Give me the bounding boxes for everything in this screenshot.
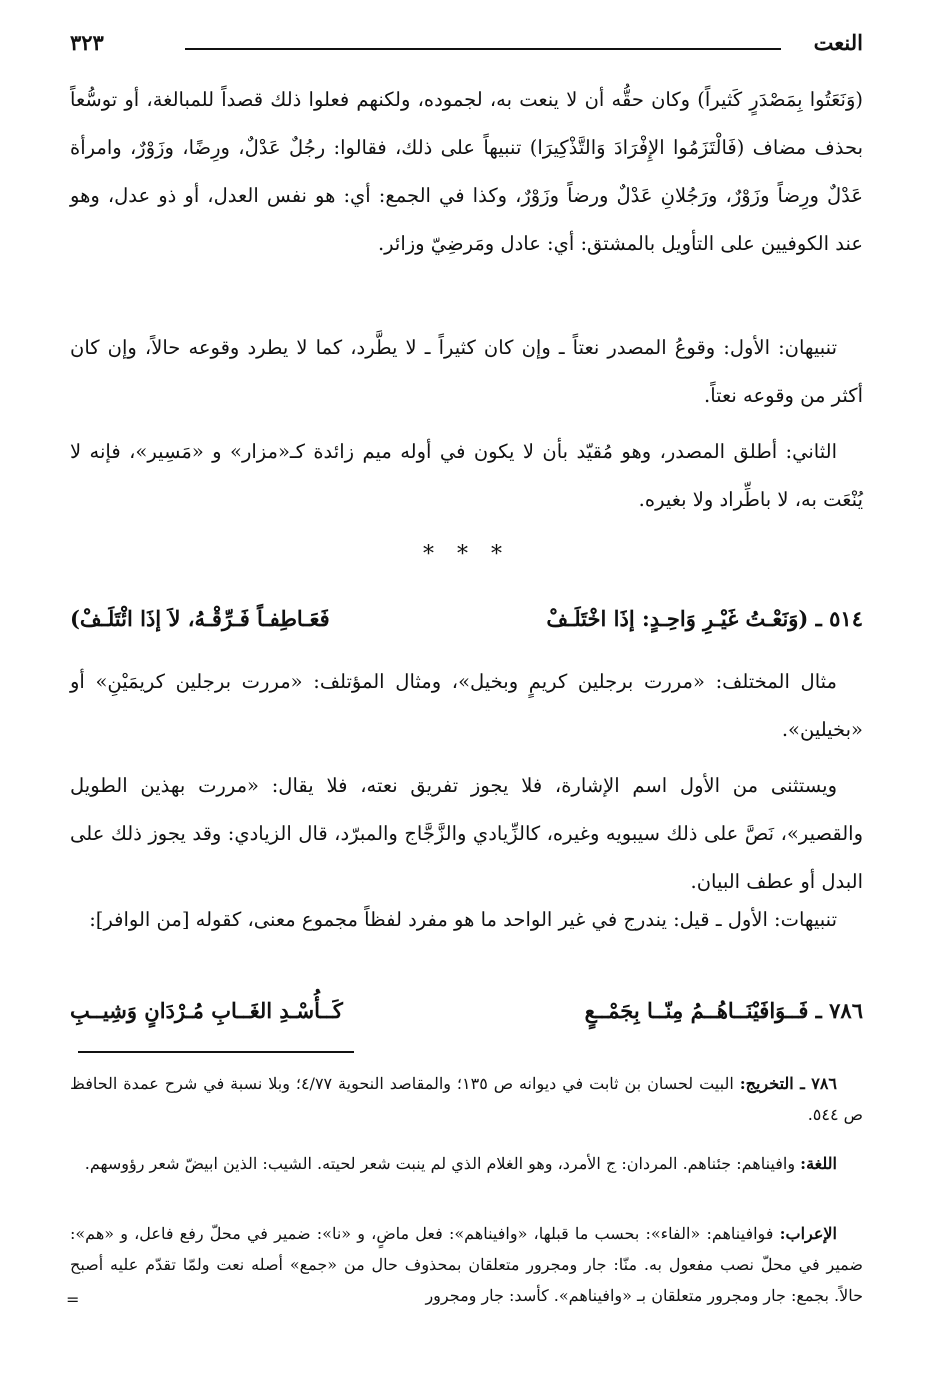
paragraph-text: تنبيهات: الأول ـ قيل: يندرج في غير الواحد ما هو مفرد لفظاً مجموع معنى، كقوله [من الوافر]: [89, 908, 837, 931]
paragraph-thani [70, 428, 863, 524]
verse-786 [70, 998, 863, 1042]
footnote-text: وافيناهم: جئناهم. المردان: ج الأمرد، وهو الغلام الذي لم ينبت شعر لحيته. الشيب: الذين ابيضّ شعر رؤوسهم. [84, 1154, 796, 1173]
verse-hemistich-second: كَــأُسْـدِ الغَــابِ مُـرْدَانٍ وَشِيــبِ [70, 998, 343, 1023]
chapter-title: النعت [813, 30, 863, 55]
verse-hemistich-first: ٧٨٦ ـ فَــوَافَيْنَــاهُــمُ مِنّــا بِجَمْــعٍ [584, 998, 863, 1023]
paragraph-text: (وَنَعَتُوا بِمَصْدَرٍ كَثيراً) وكان حقُّه أن لا ينعت به، لجموده، ولكنهم فعلوا ذلك قصداً للمبالغة، أو توسُّعاً بحذف مضاف (فَالْتَزَمُوا الإِفْرَادَ وَالتَّذْكِيرَا) تنبيهاً على ذلك، فقالوا: رجُلٌ عَدْلٌ، ورِضًا، وزَوْرٌ، وامرأة عَدْلٌ ورِضاً وزَوْرٌ، ورَجُلانِ عَدْلٌ ورضاً وزَوْرٌ، وكذا في الجمع: أي: هو نفس العدل، أو ذو عدل، وهو عند الكوفيين على التأويل بالمشتق: أي: عادل ومَرضِيّ وزائر. [70, 88, 863, 255]
paragraph-text: مثال المختلف: «مررت برجلين كريمٍ وبخيل»، ومثال المؤتلف: «مررت برجلين كريمَيْنِ» أو «بخيلين». [70, 670, 863, 741]
verse-hemistich-first: ٥١٤ ـ (وَنَعْـتُ غَيْـرِ وَاحِـدٍ: إذَا اخْتَلَـفْ [546, 606, 863, 631]
footnote-rule [78, 1051, 354, 1053]
paragraph-tanbihan [70, 324, 863, 420]
footnote-text: فوافيناهم: «الفاء»: بحسب ما قبلها، «وافيناهم»: فعل ماضٍ، و «نا»: ضمير في محلّ رفع فاعل، و «هم»: ضمير في محلّ نصب مفعول به. منّا: جار ومجرور متعلقان بمحذوف حال من «جمع» أصله نعت ولمّا تقدّم عليه أصبح حالاً. بجمع: جار ومجرور متعلقان بـ «وافيناهم». كأسد: جار ومجرور [70, 1224, 863, 1305]
paragraph-text: تنبيهان: الأول: وقوعُ المصدر نعتاً ـ وإن كان كثيراً ـ لا يطَّرد، كما لا يطرد وقوعه حالاً، وإن كان أكثر من وقوعه نعتاً. [70, 336, 863, 407]
paragraph-text: الثاني: أطلق المصدر، وهو مُقيّد بأن لا يكون في أوله ميم زائدة كـ«مزار» و «مَسِير»، فإنه لا يُنْعَت به، لا باطِّراد ولا بغيره. [70, 440, 863, 511]
footnote-label: اللغة: [800, 1154, 837, 1173]
page-number: ٣٢٣ [70, 30, 104, 55]
paragraph-tanbihat [70, 896, 863, 944]
running-header [70, 30, 863, 58]
verse-514 [70, 606, 863, 650]
footnote-irab [70, 1218, 863, 1311]
paragraph-masdar-naat [70, 76, 863, 268]
header-rule [185, 48, 781, 50]
section-separator: * * * [423, 542, 510, 567]
paragraph-examples [70, 658, 863, 754]
paragraph-text: ويستثنى من الأول اسم الإشارة، فلا يجوز تفريق نعته، فلا يقال: «مررت بهذين الطويل والقصير»، نَصَّ على ذلك سيبويه وغيره، كالزِّيادي والزَّجَّاج والمبرّد، قال الزيادي: وقد يجوز ذلك على البدل أو عطف البيان. [70, 774, 863, 893]
continuation-mark: = [66, 1290, 80, 1309]
paragraph-exception [70, 762, 863, 906]
verse-hemistich-second: فَعَـاطِفـاً فَـرِّقْـهُ، لاَ إذَا ائْتَلَـفْ) [70, 606, 330, 631]
footnote-takhrij [70, 1068, 863, 1130]
footnote-label: الإعراب: [779, 1224, 837, 1243]
footnote-text: البيت لحسان بن ثابت في ديوانه ص ١٣٥؛ والمقاصد النحوية ٤/٧٧؛ وبلا نسبة في شرح عمدة الحافظ ص ٥٤٤. [70, 1074, 863, 1124]
footnote-label: ٧٨٦ ـ التخريج: [739, 1074, 837, 1093]
footnote-lugha [70, 1148, 863, 1179]
